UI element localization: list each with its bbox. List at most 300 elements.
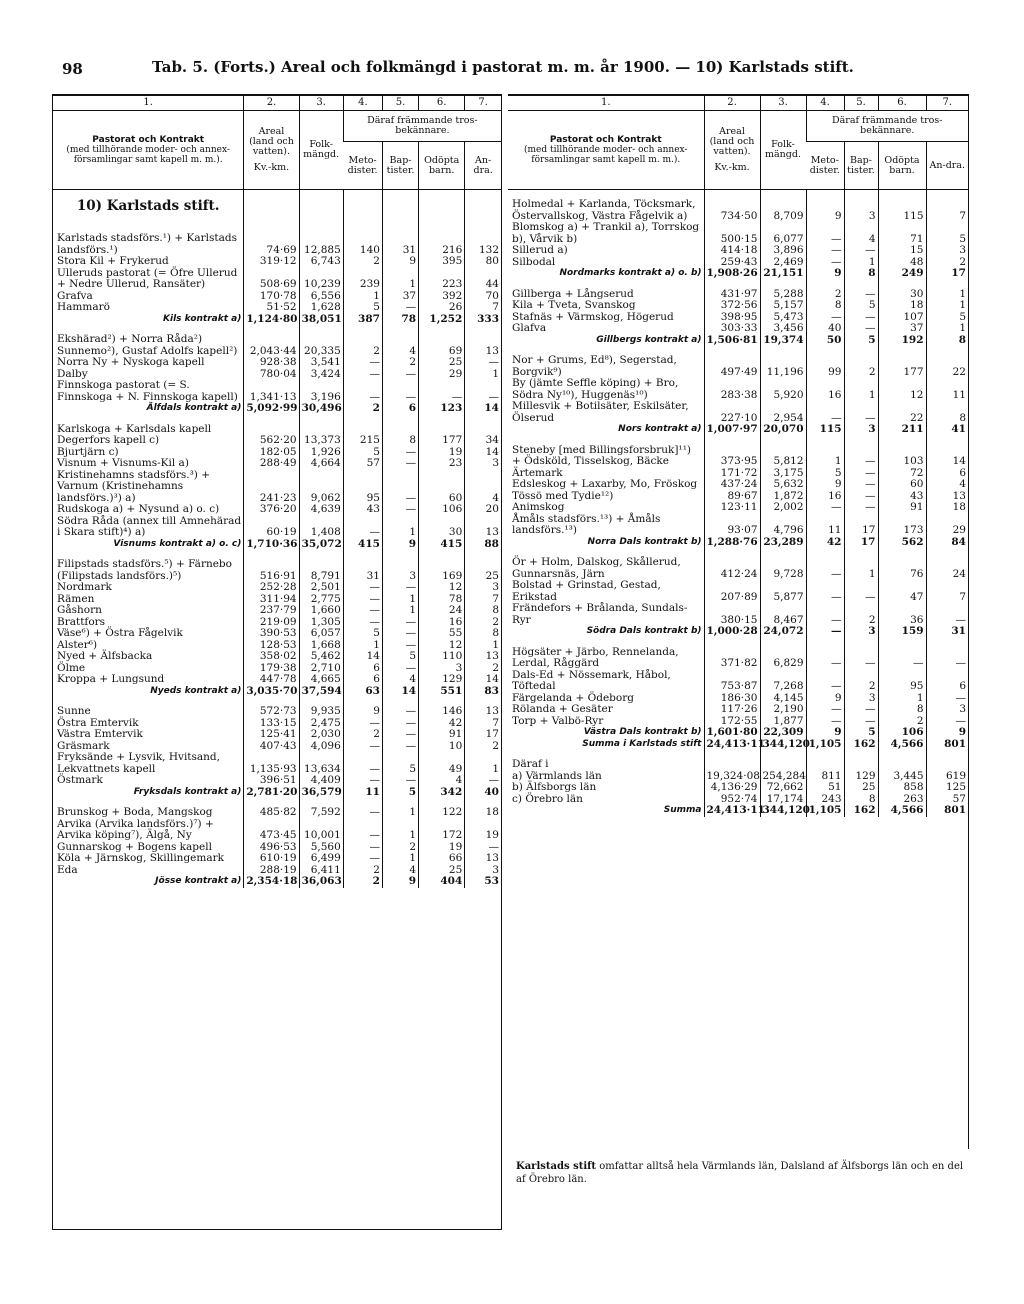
page-title: Tab. 5. (Forts.) Areal och folkmängd i pastorat m. m. år 1900. — 10) Karlstads stift. <box>152 58 854 76</box>
metodister-cell: 63 <box>343 686 382 698</box>
folkmangd-cell: 10,001 <box>299 819 343 842</box>
baptister-cell: 1 <box>382 268 418 291</box>
andra-cell: 88 <box>465 539 501 551</box>
metodister-cell: 43 <box>343 504 382 516</box>
areal-cell: 89·67 <box>704 491 760 503</box>
odopta-cell: 123 <box>419 403 465 415</box>
andra-cell: 7 <box>926 199 968 222</box>
odopta-cell: 37 <box>878 323 926 335</box>
r-header-areal-label: Areal (land och vatten). <box>709 126 755 157</box>
right-table <box>508 96 968 817</box>
areal-cell: 125·41 <box>244 729 299 741</box>
table-row <box>508 670 968 693</box>
metodister-cell: — <box>343 718 382 730</box>
subtotal-row <box>508 335 968 347</box>
folkmangd-cell: 4,665 <box>299 674 343 686</box>
pastorat-cell: Torp + Valbö-Ryr <box>512 714 604 727</box>
pastorat-cell: Grafva <box>57 289 93 302</box>
folkmangd-cell: 4,796 <box>760 514 806 537</box>
folkmangd-cell: 2,501 <box>299 582 343 594</box>
andra-cell: 17 <box>465 729 501 741</box>
table-row <box>53 775 501 787</box>
pastorat-cell: Nordmark <box>57 581 112 593</box>
folkmangd-cell: 2,469 <box>760 257 806 269</box>
folkmangd-cell: 12,885 <box>299 233 343 256</box>
table-row <box>508 479 968 491</box>
odopta-cell: 8 <box>878 704 926 716</box>
areal-cell: 500·15 <box>704 222 760 245</box>
table-row <box>53 819 501 842</box>
pastorat-cell: Ekshärad²) + Norra Råda²) <box>57 333 203 345</box>
folkmangd-cell: 3,424 <box>299 369 343 381</box>
table-row <box>53 380 501 403</box>
pastorat-cell: Nyeds kontrakt a) <box>150 685 242 696</box>
baptister-cell: 5 <box>382 651 418 663</box>
areal-cell: 372·56 <box>704 300 760 312</box>
pastorat-cell: Gunnarskog + Bogens kapell <box>57 840 212 853</box>
odopta-cell: 60 <box>878 479 926 491</box>
andra-cell: 44 <box>465 268 501 291</box>
andra-cell: 3 <box>926 245 968 257</box>
andra-cell: 6 <box>926 468 968 480</box>
metodister-cell: — <box>343 357 382 369</box>
table-row <box>508 445 968 468</box>
folkmangd-cell: 3,541 <box>299 357 343 369</box>
andra-cell: 4 <box>926 479 968 491</box>
odopta-cell: 78 <box>419 594 465 606</box>
odopta-cell <box>878 759 926 771</box>
subtotal-row <box>53 876 501 888</box>
andra-cell: 14 <box>465 674 501 686</box>
baptister-cell: 4 <box>382 346 418 358</box>
odopta-cell: 47 <box>878 580 926 603</box>
andra-cell <box>465 334 501 346</box>
table-row <box>508 759 968 771</box>
metodister-cell <box>806 759 844 771</box>
table-row <box>53 605 501 617</box>
pastorat-cell: Fryksdals kontrakt a) <box>133 786 242 797</box>
pastorat-cell: Finnskoga pastorat (= S. Finnskoga + N. Finnskoga kapell) <box>57 379 238 403</box>
pastorat-cell: Summa <box>663 805 702 815</box>
metodister-cell: 2 <box>343 403 382 415</box>
andra-cell: 1 <box>465 752 501 775</box>
metodister-cell: 6 <box>343 674 382 686</box>
metodister-cell: 1 <box>343 640 382 652</box>
folkmangd-cell: 8,467 <box>760 603 806 626</box>
metodister-cell: 99 <box>806 355 844 378</box>
areal-cell: 610·19 <box>244 853 299 865</box>
folkmangd-cell: 17,174 <box>760 794 806 806</box>
folkmangd-cell: 5,157 <box>760 300 806 312</box>
odopta-cell: 18 <box>878 300 926 312</box>
baptister-cell: — <box>844 468 878 480</box>
baptister-cell: — <box>844 401 878 424</box>
folkmangd-cell: 7,268 <box>760 670 806 693</box>
folkmangd-cell: 10,239 <box>299 268 343 291</box>
baptister-cell: 2 <box>382 842 418 854</box>
areal-cell: 117·26 <box>704 704 760 716</box>
baptister-cell: — <box>382 380 418 403</box>
odopta-cell: 24 <box>419 605 465 617</box>
andra-cell: 2 <box>465 617 501 629</box>
table-row <box>53 516 501 539</box>
pastorat-cell: Rämen <box>57 592 95 605</box>
pastorat-cell: Gillbergs kontrakt a) <box>596 334 702 345</box>
col-num-7: 7. <box>465 96 501 111</box>
andra-cell: 7 <box>465 302 501 314</box>
baptister-cell: — <box>844 479 878 491</box>
areal-cell: 431·97 <box>704 289 760 301</box>
folkmangd-cell: 13,373 <box>299 435 343 447</box>
pastorat-cell: Stafnäs + Värmskog, Högerud <box>512 310 674 323</box>
andra-cell: 2 <box>926 257 968 269</box>
subtotal-row <box>508 626 968 638</box>
pastorat-cell: Västra Emtervik <box>57 728 143 740</box>
pastorat-cell: b) Älfsborgs län <box>512 781 597 793</box>
areal-cell: 414·18 <box>704 245 760 257</box>
folkmangd-cell: 4,145 <box>760 693 806 705</box>
table-row <box>508 557 968 580</box>
r-header-metodister: Meto-dister. <box>806 142 844 190</box>
areal-cell: 207·89 <box>704 580 760 603</box>
table-row <box>508 580 968 603</box>
odopta-cell: 129 <box>419 674 465 686</box>
header-areal-label: Areal (land och vatten). <box>249 126 294 157</box>
areal-cell: 283·38 <box>704 378 760 401</box>
table-row <box>508 603 968 626</box>
odopta-cell: 60 <box>419 470 465 505</box>
subtotal-row <box>508 739 968 751</box>
pastorat-cell: Kila + Tveta, Svanskog <box>512 299 636 311</box>
areal-cell: 1,908·26 <box>704 268 760 280</box>
andra-cell: — <box>465 357 501 369</box>
pastorat-cell: Tössö med Tydie¹²) <box>512 489 614 502</box>
areal-cell: 170·78 <box>244 291 299 303</box>
areal-cell: 182·05 <box>244 447 299 459</box>
andra-cell: 17 <box>926 268 968 280</box>
pastorat-cell: Dals-Ed + Nössemark, Håbol, Töftedal <box>512 668 671 692</box>
baptister-cell: — <box>844 502 878 514</box>
pastorat-cell: Norra Dals kontrakt b) <box>587 536 702 547</box>
odopta-cell: 91 <box>419 729 465 741</box>
andra-cell: 80 <box>465 256 501 268</box>
pastorat-cell: Älfdals kontrakt a) <box>146 403 242 413</box>
odopta-cell: 12 <box>419 582 465 594</box>
folkmangd-cell: 344,120 <box>760 805 806 817</box>
areal-cell: 74·69 <box>244 233 299 256</box>
subtotal-row <box>508 424 968 436</box>
table-row <box>508 514 968 537</box>
r-header-pastorat-label: Pastorat och Kontrakt <box>549 135 662 145</box>
pastorat-cell: Sillerud a) <box>512 244 568 256</box>
folkmangd-cell: 6,743 <box>299 256 343 268</box>
odopta-cell: 106 <box>419 504 465 516</box>
folkmangd-cell: 2,002 <box>760 502 806 514</box>
folkmangd-cell: 22,309 <box>760 727 806 739</box>
pastorat-cell: Arvika (Arvika landsförs.)⁷) + Arvika köping⁷), Älgå, Ny <box>57 817 214 841</box>
andra-cell: 9 <box>926 727 968 739</box>
col-num-4: 4. <box>343 96 382 111</box>
baptister-cell: — <box>844 491 878 503</box>
areal-cell: 179·38 <box>244 663 299 675</box>
metodister-cell: 31 <box>343 559 382 582</box>
pastorat-cell: Eda <box>57 863 78 876</box>
subtotal-row <box>53 686 501 698</box>
baptister-cell: 9 <box>382 876 418 888</box>
metodister-cell: 1 <box>343 291 382 303</box>
andra-cell: 18 <box>465 807 501 819</box>
andra-cell: 18 <box>926 502 968 514</box>
baptister-cell: 1 <box>382 605 418 617</box>
andra-cell: 125 <box>926 782 968 794</box>
baptister-cell: 129 <box>844 771 878 783</box>
folkmangd-cell: 6,499 <box>299 853 343 865</box>
metodister-cell: — <box>806 401 844 424</box>
areal-cell: 303·33 <box>704 323 760 335</box>
odopta-cell <box>419 334 465 346</box>
baptister-cell: — <box>382 504 418 516</box>
odopta-cell: 30 <box>419 516 465 539</box>
areal-cell: 437·24 <box>704 479 760 491</box>
metodister-cell: 811 <box>806 771 844 783</box>
baptister-cell: — <box>382 663 418 675</box>
r-col-num-5: 5. <box>844 96 878 111</box>
metodister-cell: — <box>806 670 844 693</box>
table-row <box>53 233 501 256</box>
left-table-body <box>53 190 501 888</box>
table-row <box>53 357 501 369</box>
pastorat-cell: Stora Kil + Frykerud <box>57 255 169 267</box>
pastorat-cell: By (jämte Seffle köping) + Bro, Södra Ny¹⁰), Huggenäs¹⁰) <box>512 377 679 401</box>
metodister-cell: 9 <box>806 199 844 222</box>
folkmangd-cell: 23,289 <box>760 537 806 549</box>
baptister-cell: 162 <box>844 739 878 751</box>
areal-cell: 447·78 <box>244 674 299 686</box>
footnote <box>516 1160 966 1186</box>
metodister-cell: — <box>806 626 844 638</box>
pastorat-cell: Steneby [med Billingsforsbruk]¹¹) + Ödsköld, Tisselskog, Bäcke <box>512 443 692 467</box>
metodister-cell: — <box>806 557 844 580</box>
odopta-cell: 3,445 <box>878 771 926 783</box>
odopta-cell: 91 <box>878 502 926 514</box>
baptister-cell: 1 <box>844 257 878 269</box>
odopta-cell: 159 <box>878 626 926 638</box>
pastorat-cell: Gillberga + Långserud <box>512 287 634 300</box>
subtotal-row <box>508 805 968 817</box>
odopta-cell: 22 <box>878 401 926 424</box>
areal-cell: 508·69 <box>244 268 299 291</box>
folkmangd-cell: 5,877 <box>760 580 806 603</box>
table-row <box>53 628 501 640</box>
baptister-cell: 3 <box>844 424 878 436</box>
odopta-cell: 415 <box>419 539 465 551</box>
areal-cell: 288·19 <box>244 865 299 877</box>
baptister-cell: 8 <box>382 435 418 447</box>
metodister-cell: 2 <box>343 729 382 741</box>
andra-cell: 7 <box>465 718 501 730</box>
pastorat-cell: Nors kontrakt a) <box>618 424 702 434</box>
pastorat-cell: Animskog <box>512 501 565 513</box>
pastorat-cell: Kroppa + Lungsund <box>57 673 165 685</box>
pastorat-cell: Köla + Järnskog, Skillingemark <box>57 852 224 864</box>
folkmangd-cell: 6,077 <box>760 222 806 245</box>
baptister-cell: — <box>382 741 418 753</box>
andra-cell: 53 <box>465 876 501 888</box>
pastorat-cell: Västra Dals kontrakt b) <box>583 727 702 737</box>
folkmangd-cell: 8,791 <box>299 559 343 582</box>
table-row <box>508 355 968 378</box>
areal-cell: 2,781·20 <box>244 787 299 799</box>
baptister-cell: 37 <box>382 291 418 303</box>
pastorat-cell: Edsleskog + Laxarby, Mo, Fröskog <box>512 478 698 490</box>
folkmangd-cell: 3,456 <box>760 323 806 335</box>
baptister-cell: — <box>382 447 418 459</box>
metodister-cell: — <box>343 582 382 594</box>
subtotal-row <box>53 403 501 415</box>
folkmangd-cell: 72,662 <box>760 782 806 794</box>
metodister-cell: 2 <box>806 289 844 301</box>
andra-cell: 13 <box>465 706 501 718</box>
areal-cell <box>244 334 299 346</box>
header-pastorat-sub: (med tillhörande moder- och annex-församlingar samt kapell m. m.). <box>66 145 230 165</box>
areal-cell: 485·82 <box>244 807 299 819</box>
andra-cell: — <box>926 716 968 728</box>
metodister-cell: 243 <box>806 794 844 806</box>
odopta-cell: 110 <box>419 651 465 663</box>
baptister-cell: — <box>844 704 878 716</box>
left-table <box>53 96 501 888</box>
header-pastorat-label: Pastorat och Kontrakt <box>92 135 205 145</box>
areal-cell: 237·79 <box>244 605 299 617</box>
baptister-cell: 3 <box>844 626 878 638</box>
odopta-cell: 103 <box>878 445 926 468</box>
baptister-cell: — <box>844 445 878 468</box>
andra-cell: 6 <box>926 670 968 693</box>
r-header-daraf: Däraf främmande tros-bekännare. <box>806 111 968 142</box>
odopta-cell: 211 <box>878 424 926 436</box>
metodister-cell: 2 <box>343 346 382 358</box>
baptister-cell: — <box>382 775 418 787</box>
metodister-cell: 6 <box>343 663 382 675</box>
odopta-cell: 76 <box>878 557 926 580</box>
subtotal-row <box>508 537 968 549</box>
r-header-odopta: Odöpta barn. <box>878 142 926 190</box>
table-row <box>508 222 968 245</box>
folkmangd-cell: 20,335 <box>299 346 343 358</box>
areal-cell: 171·72 <box>704 468 760 480</box>
col-num-2: 2. <box>244 96 299 111</box>
areal-cell: 1,341·13 <box>244 380 299 403</box>
odopta-cell: 173 <box>878 514 926 537</box>
baptister-cell: 3 <box>844 199 878 222</box>
folkmangd-cell: 3,196 <box>299 380 343 403</box>
andra-cell: 22 <box>926 355 968 378</box>
pastorat-cell: Södra Dals kontrakt b) <box>586 626 702 636</box>
folkmangd-cell: 36,579 <box>299 787 343 799</box>
andra-cell: 31 <box>926 626 968 638</box>
table-row <box>53 853 501 865</box>
metodister-cell: — <box>343 842 382 854</box>
andra-cell: 13 <box>465 651 501 663</box>
table-row <box>508 199 968 222</box>
andra-cell: 619 <box>926 771 968 783</box>
metodister-cell: 115 <box>806 424 844 436</box>
odopta-cell: 172 <box>419 819 465 842</box>
andra-cell: 8 <box>465 628 501 640</box>
andra-cell: 13 <box>465 346 501 358</box>
folkmangd-cell: 4,409 <box>299 775 343 787</box>
areal-cell: 1,288·76 <box>704 537 760 549</box>
pastorat-cell: Blomskog a) + Trankil a), Torrskog b), Vårvik b) <box>512 221 700 245</box>
areal-cell: 1,124·80 <box>244 314 299 326</box>
folkmangd-cell: 6,556 <box>299 291 343 303</box>
folkmangd-cell: 35,072 <box>299 539 343 551</box>
folkmangd-cell: 1,305 <box>299 617 343 629</box>
metodister-cell: 40 <box>806 323 844 335</box>
folkmangd-cell: 344,120 <box>760 739 806 751</box>
andra-cell: 5 <box>926 222 968 245</box>
baptister-cell: 78 <box>382 314 418 326</box>
folkmangd-cell: 7,592 <box>299 807 343 819</box>
folkmangd-cell: 5,462 <box>299 651 343 663</box>
andra-cell: 29 <box>926 514 968 537</box>
metodister-cell: — <box>343 819 382 842</box>
metodister-cell: 415 <box>343 539 382 551</box>
areal-cell: 407·43 <box>244 741 299 753</box>
areal-cell: 259·43 <box>704 257 760 269</box>
odopta-cell: 66 <box>419 853 465 865</box>
areal-cell: 371·82 <box>704 647 760 670</box>
areal-cell: 93·07 <box>704 514 760 537</box>
pastorat-cell: Sunne <box>57 705 91 717</box>
pastorat-cell: Ulleruds pastorat (= Öfre Ullerud + Nedre Ullerud, Ransäter) <box>57 266 238 290</box>
header-baptister: Bap-tister. <box>382 142 418 190</box>
baptister-cell: 1 <box>382 807 418 819</box>
metodister-cell: — <box>343 594 382 606</box>
page-number: 98 <box>62 60 83 78</box>
folkmangd-cell: 6,411 <box>299 865 343 877</box>
pastorat-cell: Degerfors kapell c) <box>57 434 160 446</box>
baptister-cell: 5 <box>382 787 418 799</box>
right-table-column <box>508 94 969 1149</box>
metodister-cell: 2 <box>343 256 382 268</box>
col-num-3: 3. <box>299 96 343 111</box>
andra-cell: 1 <box>926 323 968 335</box>
andra-cell: 13 <box>926 491 968 503</box>
baptister-cell <box>844 759 878 771</box>
folkmangd-cell: 11,196 <box>760 355 806 378</box>
folkmangd-cell: 2,954 <box>760 401 806 424</box>
header-daraf: Däraf främmande tros-bekännare. <box>343 111 501 142</box>
r-header-areal-unit: Kv.-km. <box>714 162 750 173</box>
odopta-cell: 562 <box>878 537 926 549</box>
andra-cell: — <box>926 603 968 626</box>
andra-cell: 132 <box>465 233 501 256</box>
header-odopta: Odöpta barn. <box>419 142 465 190</box>
folkmangd-cell: 9,728 <box>760 557 806 580</box>
andra-cell: 4 <box>465 470 501 505</box>
folkmangd-cell: 4,639 <box>299 504 343 516</box>
metodister-cell: 387 <box>343 314 382 326</box>
areal-cell: 473·45 <box>244 819 299 842</box>
table-row <box>53 435 501 447</box>
areal-cell: 60·19 <box>244 516 299 539</box>
areal-cell: 1,710·36 <box>244 539 299 551</box>
baptister-cell: — <box>382 628 418 640</box>
metodister-cell: — <box>806 257 844 269</box>
pastorat-cell: Summa i Karlstads stift <box>582 738 702 749</box>
pastorat-cell: Visnums kontrakt a) o. c) <box>113 538 242 549</box>
